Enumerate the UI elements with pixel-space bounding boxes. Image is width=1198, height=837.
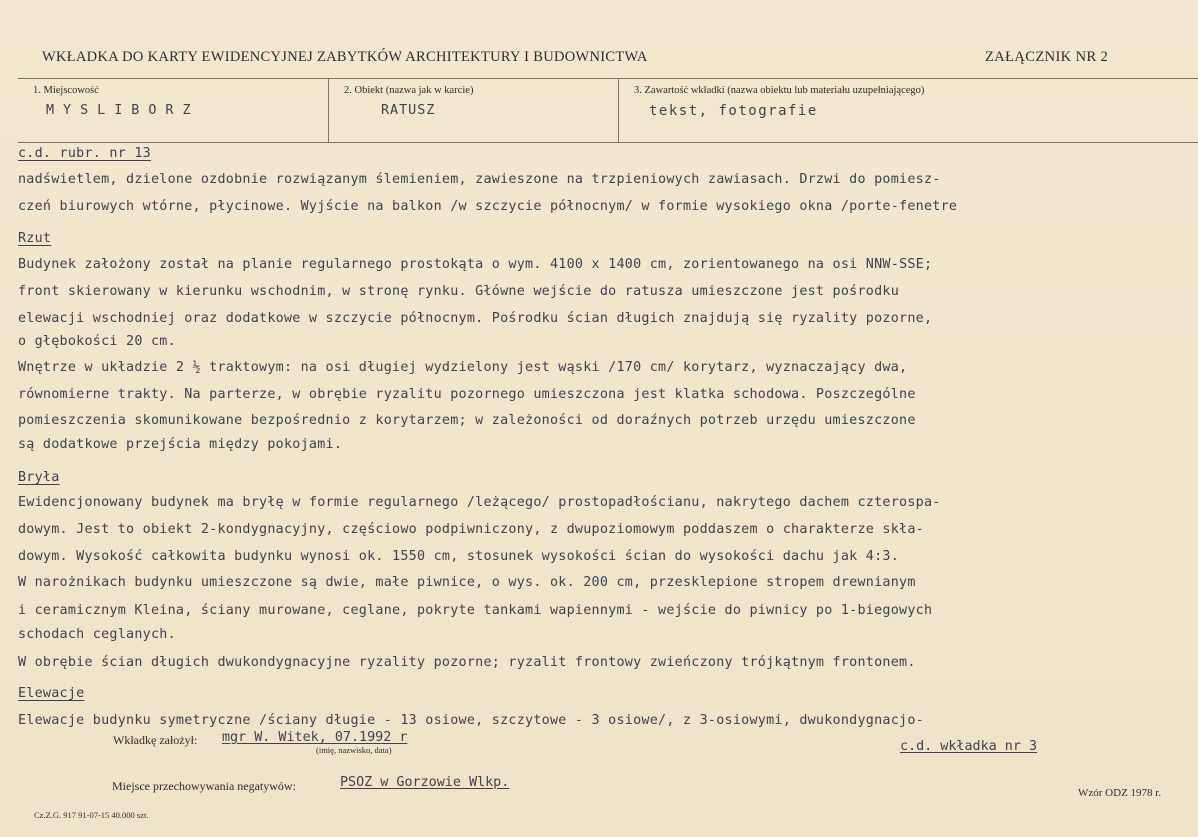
author-label: Wkładkę założył:: [113, 733, 198, 747]
section-heading: c.d. rubr. nr 13: [18, 146, 151, 161]
body-line: W narożnikach budynku umieszczone są dwie, małe piwnice, o wys. ok. 200 cm, przesklepione stropem drewnianym: [18, 575, 916, 590]
print-code: Cz.Z.G. 917 91-07-15 40.000 szt.: [34, 810, 149, 820]
header-fields-table: [18, 78, 1198, 143]
body-line: Ewidencjonowany budynek ma bryłę w formie regularnego /leżącego/ prostopadłościanu, nakrytego dachem czterospa-: [18, 495, 941, 510]
body-line: równomierne trakty. Na parterze, w obrębie ryzalitu pozornego umieszczona jest klatka schodowa. Poszczególne: [18, 387, 916, 402]
body-line: schodach ceglanych.: [18, 627, 176, 642]
form-title: WKŁADKA DO KARTY EWIDENCYJNEJ ZABYTKÓW ARCHITEKTURY I BUDOWNICTWA: [42, 49, 648, 65]
section-heading: Bryła: [18, 470, 60, 485]
body-line: dowym. Jest to obiekt 2-kondygnacyjny, częściowo podpiwniczony, z dwupoziomowym poddaszem o charakterze skła-: [18, 522, 924, 537]
body-line: Budynek założony został na planie regularnego prostokąta o wym. 4100 x 1400 cm, zorientowanego na osi NNW-SSE;: [18, 257, 933, 272]
body-line: o głębokości 20 cm.: [18, 334, 176, 349]
section-heading: Rzut: [18, 231, 52, 246]
author-hint: (imię, nazwisko, data): [316, 745, 392, 755]
contents-cell: [618, 79, 1198, 142]
object-cell: [328, 79, 619, 142]
locality-cell: [18, 79, 328, 142]
continuation-note: c.d. wkładka nr 3: [900, 739, 1038, 754]
form-model: Wzór ODZ 1978 r.: [1078, 787, 1162, 799]
negatives-label: Miejsce przechowywania negatywów:: [112, 779, 296, 793]
object-value: RATUSZ: [381, 103, 436, 118]
body-line: i ceramicznym Kleina, ściany murowane, ceglane, pokryte tankami wapiennymi - wejście do piwnicy po 1-biegowych: [18, 603, 933, 618]
body-line: są dodatkowe przejścia między pokojami.: [18, 437, 343, 452]
contents-label: 3. Zawartość wkładki (nazwa obiektu lub materiału uzupełniającego): [634, 85, 925, 96]
object-label: 2. Obiekt (nazwa jak w karcie): [344, 85, 474, 96]
body-line: Elewacje budynku symetryczne /ściany długie - 13 osiowe, szczytowe - 3 osiowe/, z 3-osiowymi, dwukondygnacjo-: [18, 713, 924, 728]
section-heading: Elewacje: [18, 686, 85, 701]
body-line: elewacji wschodniej oraz dodatkowe w szczycie północnym. Pośrodku ścian długich znajdują się ryzality pozorne,: [18, 311, 933, 326]
locality-label: 1. Miejscowość: [33, 85, 99, 96]
author-value: mgr W. Witek, 07.1992 r: [222, 730, 408, 745]
body-line: Wnętrze w układzie 2 ½ traktowym: na osi długiej wydzielony jest wąski /170 cm/ korytarz, wyznaczający dwa,: [18, 360, 908, 375]
body-line: dowym. Wysokość całkowita budynku wynosi ok. 1550 cm, stosunek wysokości ścian do wysokości dachu jak 4:3.: [18, 549, 900, 564]
body-line: czeń biurowych wtórne, płycinowe. Wyjście na balkon /w szczycie północnym/ w formie wysokiego okna /porte-fenetre: [18, 199, 958, 214]
locality-value: MYSLIBORZ: [46, 103, 200, 118]
annex-number: ZAŁĄCZNIK NR 2: [985, 49, 1109, 65]
contents-value: tekst, fotografie: [649, 103, 818, 119]
body-line: front skierowany w kierunku wschodnim, w stronę rynku. Główne wejście do ratusza umieszczone jest pośrodku: [18, 284, 900, 299]
body-line: pomieszczenia skomunikowane bezpośrednio z korytarzem; w zależoności od doraźnych potrzeb urzędu umieszczone: [18, 413, 916, 428]
negatives-value: PSOZ w Gorzowie Wlkp.: [340, 775, 510, 790]
body-line: nadświetlem, dzielone ozdobnie rozwiązanym ślemieniem, zawieszone na trzpieniowych zawiasach. Drzwi do pomiesz-: [18, 172, 941, 187]
body-line: W obrębie ścian długich dwukondygnacyjne ryzality pozorne; ryzalit frontowy zwieńczony trójkątnym frontonem.: [18, 655, 916, 670]
